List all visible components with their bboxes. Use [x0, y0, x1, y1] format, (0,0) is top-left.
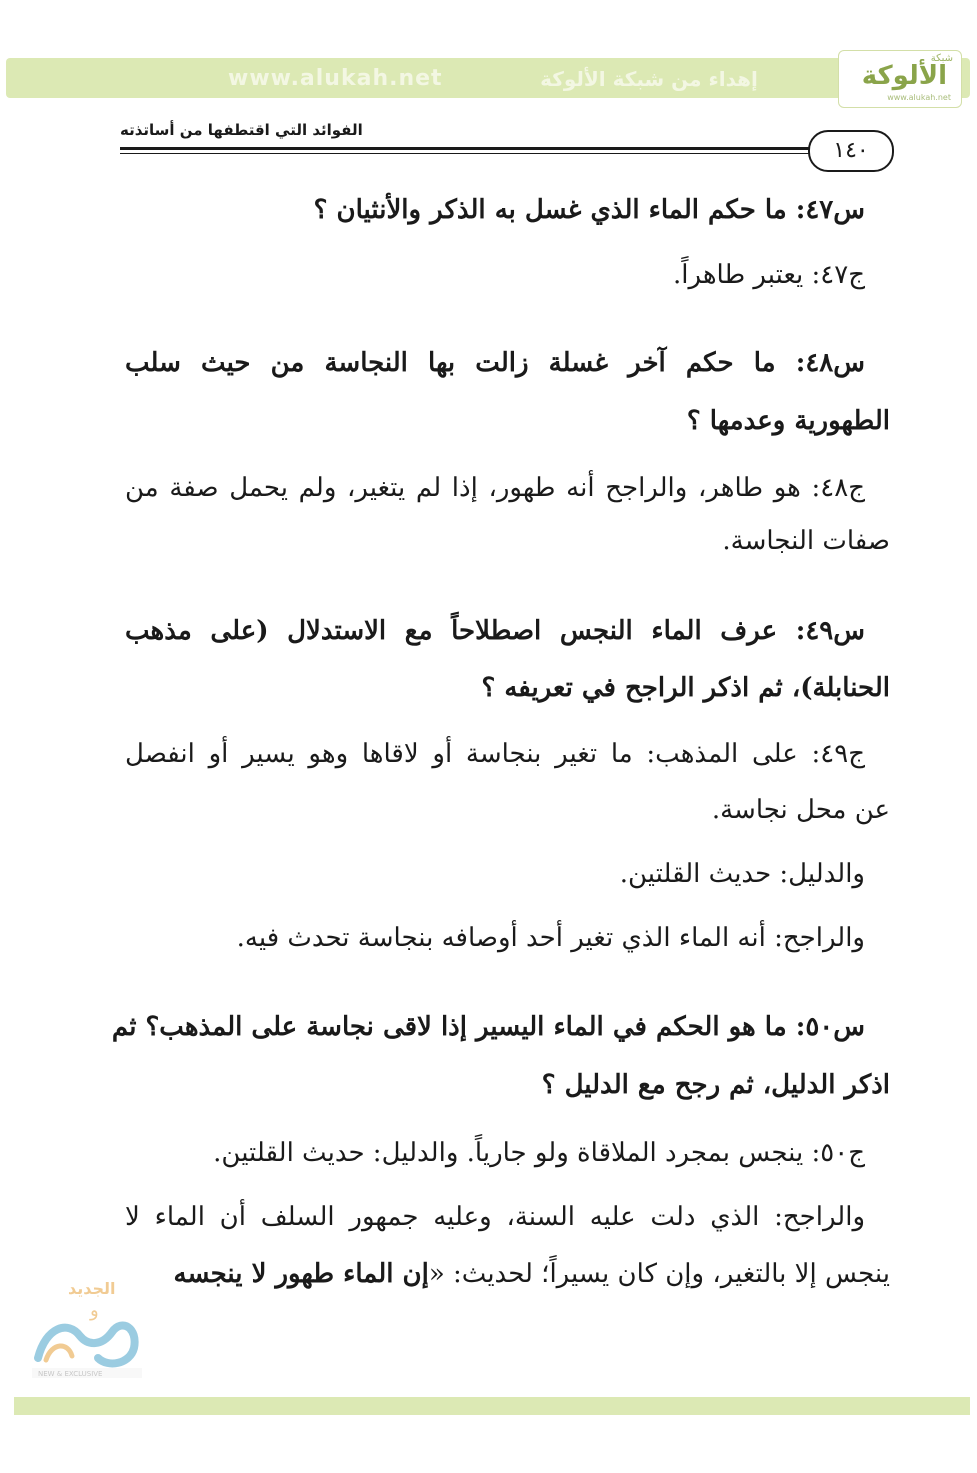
answer-50-line2: والراجح: الذي دلت عليه السنة، وعليه جمهور السلف أن الماء لا	[125, 1202, 865, 1232]
answer-48-line1: ج٤٨: هو طاهر، والراجح أنه طهور، إذا لم يتغير، ولم يحمل صفة من	[125, 473, 865, 503]
question-49-line1: س٤٩: عرف الماء النجس اصطلاحاً مع الاستدلال (على مذهب	[125, 616, 865, 646]
question-48-line1: س٤٨: ما حكم آخر غسلة زالت بها النجاسة من حيث سلب	[125, 348, 866, 378]
header-rule	[120, 147, 810, 150]
answer-48-line2: صفات النجاسة.	[722, 526, 890, 556]
question-47: س٤٧: ما حكم الماء الذي غسل به الذكر والأنثيان ؟	[313, 195, 865, 225]
top-banner	[6, 58, 970, 98]
watermark-main-text: و	[90, 1300, 99, 1321]
new-exclusive-watermark	[28, 1272, 146, 1380]
answer-50-line1: ج٥٠: ينجس بمجرد الملاقاة ولو جارياً. والدليل: حديث القلتين.	[213, 1138, 865, 1168]
answer-49-line1: ج٤٩: على المذهب: ما تغير بنجاسة أو لاقاها وهو يسير أو انفصل	[125, 739, 865, 769]
alukah-logo	[838, 50, 962, 108]
page-number: ١٤٠	[808, 130, 894, 172]
logo-main-text: الألوكة	[861, 61, 947, 91]
banner-url: www.alukah.net	[228, 66, 443, 91]
running-title: الفوائد التي اقتطفها من أساتذته	[120, 121, 363, 139]
answer-50-line3-text: ينجس إلا بالتغير، وإن كان يسيراً؛ لحديث: «	[428, 1259, 890, 1289]
hadith-quote-bold: إن الماء طهور لا ينجسه	[173, 1259, 429, 1289]
answer-49-line3: والدليل: حديث القلتين.	[619, 859, 865, 889]
header-rule-thin	[120, 153, 810, 154]
watermark-top-text: الجديد	[68, 1279, 116, 1298]
banner-gift-text: إهداء من شبكة الألوكة	[540, 67, 758, 91]
answer-50-line3	[125, 1254, 890, 1294]
footer-band	[14, 1397, 970, 1415]
answer-49-line2: عن محل نجاسة.	[711, 795, 890, 825]
question-49-line2: الحنابلة)، ثم اذكر الراجح في تعريفه ؟	[481, 673, 890, 703]
answer-47: ج٤٧: يعتبر طاهراً.	[673, 260, 865, 290]
logo-small-text: شبكة	[930, 53, 953, 64]
watermark-logo-icon	[28, 1272, 146, 1380]
logo-sub-text: www.alukah.net	[887, 93, 951, 102]
question-50-line1: س٥٠: ما هو الحكم في الماء اليسير إذا لاقى نجاسة على المذهب؟ ثم	[111, 1012, 865, 1042]
watermark-bottom-text: NEW & EXCLUSIVE	[38, 1370, 103, 1378]
answer-49-line4: والراجح: أنه الماء الذي تغير أحد أوصافه بنجاسة تحدث فيه.	[236, 923, 865, 953]
question-48-line2: الطهورية وعدمها ؟	[686, 406, 890, 436]
question-50-line2: اذكر الدليل، ثم رجح مع الدليل ؟	[541, 1070, 890, 1100]
